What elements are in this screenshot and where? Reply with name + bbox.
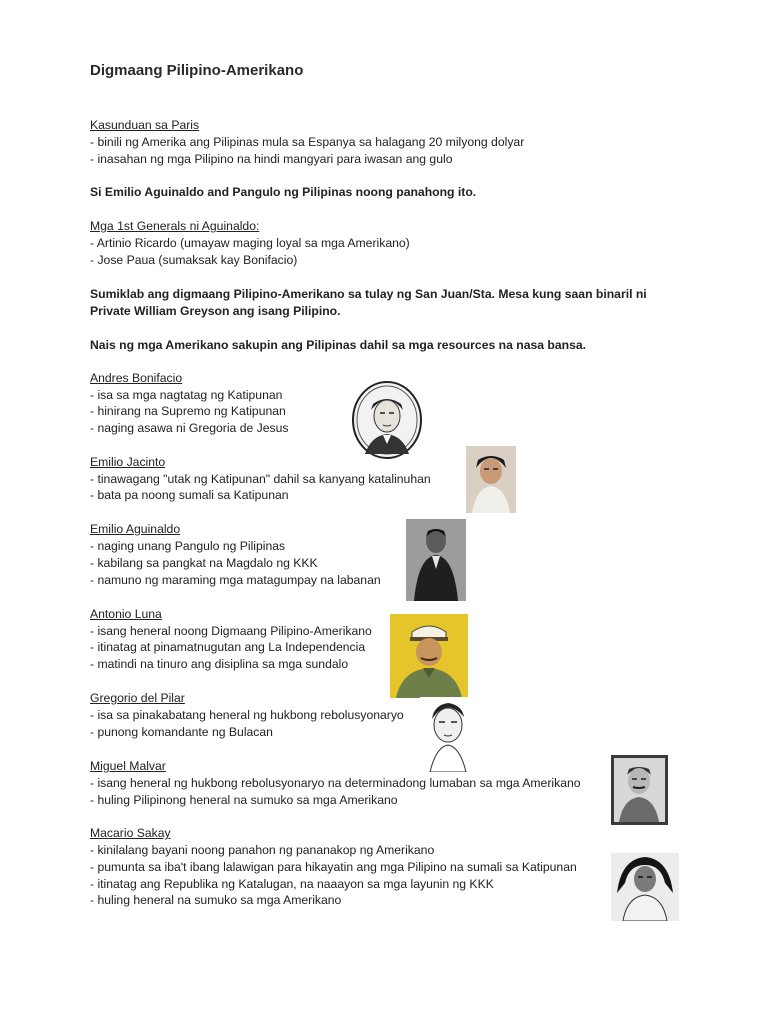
aguinaldo-portrait: [406, 519, 466, 601]
hero-fact: - huling Pilipinong heneral na sumuko sa mga Amerikano: [90, 793, 398, 807]
aguinaldo-statement: Si Emilio Aguinaldo and Pangulo ng Pilipinas noong panahong ito.: [90, 185, 477, 199]
hero-fact: - matindi na tinuro ang disiplina sa mga sundalo: [90, 657, 349, 671]
generals-line: - Artinio Ricardo (umayaw maging loyal sa mga Amerikano): [90, 236, 410, 250]
hero-name: Emilio Jacinto: [90, 455, 166, 469]
war-start-statement: Sumiklab ang digmaang Pilipino-Amerikano sa tulay ng San Juan/Sta. Mesa kung saan binaril ni: [90, 287, 647, 301]
hero-fact: - kabilang sa pangkat na Magdalo ng KKK: [90, 556, 318, 570]
jacinto-portrait: [466, 446, 516, 513]
hero-fact: - huling heneral na sumuko sa mga Amerikano: [90, 893, 342, 907]
war-start-statement: Private William Greyson ang isang Pilipino.: [90, 304, 341, 318]
hero-fact: - pumunta sa iba't ibang lalawigan para hikayatin ang mga Pilipino na sumali sa Katipunan: [90, 860, 577, 874]
hero-fact: - isa sa pinakabatang heneral ng hukbong rebolusyonaryo: [90, 708, 404, 722]
hero-name: Macario Sakay: [90, 826, 171, 840]
sakay-portrait: [611, 853, 679, 921]
generals-heading: Mga 1st Generals ni Aguinaldo:: [90, 219, 260, 233]
hero-fact: - naging asawa ni Gregoria de Jesus: [90, 421, 289, 435]
resources-statement: Nais ng mga Amerikano sakupin ang Pilipinas dahil sa mga resources na nasa bansa.: [90, 338, 587, 352]
hero-name: Antonio Luna: [90, 607, 162, 621]
malvar-portrait: [611, 755, 668, 825]
hero-fact: - bata pa noong sumali sa Katipunan: [90, 488, 289, 502]
paris-line: - binili ng Amerika ang Pilipinas mula sa Espanya sa halagang 20 milyong dolyar: [90, 135, 525, 149]
hero-name: Andres Bonifacio: [90, 371, 183, 385]
hero-fact: - namuno ng maraming mga matagumpay na labanan: [90, 573, 381, 587]
document-title: Digmaang Pilipino-Amerikano: [90, 62, 304, 79]
hero-fact: - isang heneral noong Digmaang Pilipino-Amerikano: [90, 624, 372, 638]
hero-name: Miguel Malvar: [90, 759, 166, 773]
hero-fact: - tinawagang "utak ng Katipunan" dahil sa kanyang katalinuhan: [90, 472, 431, 486]
hero-fact: - naging unang Pangulo ng Pilipinas: [90, 539, 286, 553]
hero-fact: - isa sa mga nagtatag ng Katipunan: [90, 388, 283, 402]
hero-fact: - itinatag ang Republika ng Katalugan, na naaayon sa mga layunin ng KKK: [90, 877, 494, 891]
del-pilar-portrait: [420, 697, 475, 772]
hero-fact: - hinirang na Supremo ng Katipunan: [90, 404, 286, 418]
luna-portrait: [390, 614, 468, 698]
generals-line: - Jose Paua (sumaksak kay Bonifacio): [90, 253, 298, 267]
bonifacio-portrait: [351, 380, 423, 460]
hero-name: Emilio Aguinaldo: [90, 522, 181, 536]
paris-heading: Kasunduan sa Paris: [90, 118, 200, 132]
hero-fact: - punong komandante ng Bulacan: [90, 725, 273, 739]
hero-fact: - itinatag at pinamatnugutan ang La Independencia: [90, 640, 366, 654]
hero-name: Gregorio del Pilar: [90, 691, 185, 705]
hero-fact: - kinilalang bayani noong panahon ng pananakop ng Amerikano: [90, 843, 435, 857]
paris-line: - inasahan ng mga Pilipino na hindi mangyari para iwasan ang gulo: [90, 152, 453, 166]
hero-fact: - isang heneral ng hukbong rebolusyonaryo na determinadong lumaban sa mga Amerikano: [90, 776, 581, 790]
